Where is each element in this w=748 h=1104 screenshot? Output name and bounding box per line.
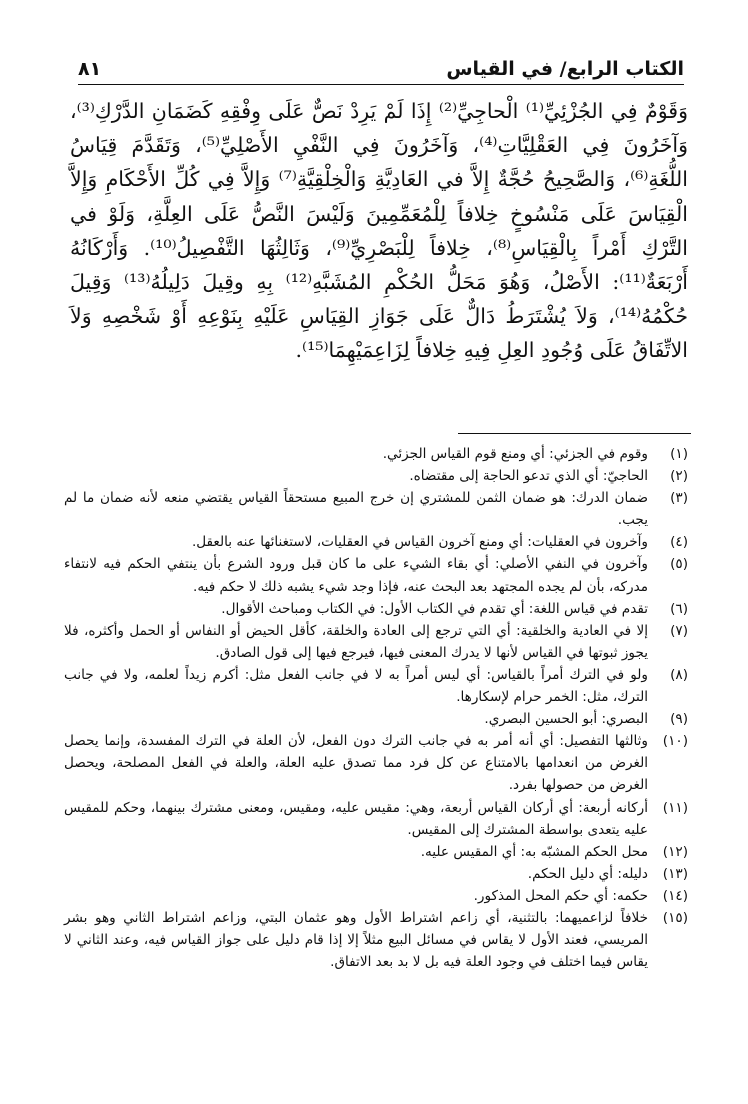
- footnote-item: [64, 553, 688, 597]
- footnote-number: (٩): [670, 711, 688, 728]
- footnote-number: (٤): [670, 534, 688, 551]
- footnote-item: [64, 841, 688, 863]
- running-title: الكتاب الرابع/ في القياس: [446, 58, 684, 80]
- main-paragraph: وَقَوْمٌ فِي الجُزْئِيِّ⁽¹⁾ الْحاجِيِّ⁽²⁾ إِذَا لَمْ يَرِدْ نَصٌّ عَلَى وِفْقِهِ كَضَمَانِ الدَّرْكِ⁽³⁾، وَآخَرُونَ فِي العَقْلِيَّاتِ⁽⁴⁾، وَآخَرُونَ فِي النَّفْيِ الأَصْلِيِّ⁽⁵⁾، وَتَقَدَّمَ قِيَاسُ اللُّغَةِ⁽⁶⁾، وَالصَّحِيحُ حُجَّةٌ إِلاَّ في العَادِيَّةِ وَالْخِلْقِيَّةِ⁽⁷⁾ وَإِلاَّ فِي كُلِّ الأَحْكَامِ وَإِلاَّ الْقِيَاسَ عَلَى مَنْسُوخٍ خِلافاً لِلْمُعَمِّمِينَ وَلَيْسَ النَّصُّ عَلَى العِلَّةِ، وَلَوْ في التَّرْكِ أَمْراً بِالْقِيَاسِ⁽⁸⁾، خِلافاً لِلْبَصْرِيِّ⁽⁹⁾، وَثَالِثُهَا التَّفْصِيلُ⁽¹⁰⁾. وَأَرْكَانُهُ أَرْبَعَةٌ⁽¹¹⁾: الأَصْلُ، وَهُوَ مَحَلُّ الحُكْمِ المُشَبَّهِ⁽¹²⁾ بِهِ وقِيلَ دَلِيلُهُ⁽¹³⁾ وَقِيلَ حُكْمُهُ⁽¹⁴⁾، وَلاَ يُشْتَرَطُ دَالٌّ عَلَى جَوَازِ القِيَاسِ عَلَيْهِ بِنَوْعِهِ أَوْ شَخْصِهِ وَلاَ الاتِّفَاقُ عَلَى وُجُودِ العِلِ فِيهِ خِلافاً لِزَاعِمَيْهِمَا⁽¹⁵⁾.: [70, 99, 688, 363]
- footnote-text: إلا في العادية والخلقية: أي التي ترجع إلى العادة والخلقة، كأقل الحيض أو النفاس أو الحمل وأكثره، فلا يجوز ثبوتها في القياس لأنها لا يدرك المعنى فيها، فيرجع فيها إلى قول الصادق.: [64, 622, 648, 661]
- footnote-number: (١٢): [662, 843, 688, 860]
- footnote-item: [64, 885, 688, 907]
- footnote-text: أركانه أربعة: أي أركان القياس أربعة، وهي: مقيس عليه، ومقيس، ومعنى مشترك بينهما، وحكم للمقيس عليه يتعدى بواسطة المشترك إلى المقيس.: [64, 799, 648, 838]
- footnote-item: [64, 708, 688, 730]
- footnote-item: [64, 465, 688, 487]
- footnote-number: (١٠): [662, 733, 688, 750]
- footnote-number: (١٤): [662, 887, 688, 904]
- footnote-number: (٧): [670, 622, 688, 639]
- footnote-separator: [458, 433, 691, 434]
- footnote-text: خلافاً لزاعميهما: بالتثنية، أي زاعم اشتراط الأول وهو عثمان البتي، وزاعم اشتراط الثاني وهو بشر المريسي، فعند الأول لا يقاس في مسائل البيع مثلاً إلا إذا قام دليل على جواز القياس فيه، وعند الثاني لا يقاس فيما اختلف في وجود العلة فيه بل لا بد بعد الاتفاق.: [64, 909, 648, 971]
- footnote-text: دليله: أي دليل الحكم.: [527, 865, 648, 882]
- footnote-item: [64, 863, 688, 885]
- footnote-text: وقوم في الجزئي: أي ومنع قوم القياس الجزئي.: [382, 446, 648, 462]
- footnote-text: حكمه: أي حكم المحل المذكور.: [473, 887, 648, 904]
- footnote-item: [64, 598, 688, 620]
- footnote-item: [64, 620, 688, 664]
- footnote-item: [64, 797, 688, 841]
- main-text-block: [70, 94, 688, 368]
- footnote-number: (٦): [670, 600, 688, 617]
- footnote-item: [64, 664, 688, 708]
- footnote-item: [64, 443, 688, 465]
- footnote-text: ولو في الترك أمراً بالقياس: أي ليس أمراً به لا في جانب الفعل مثل: أكرم زيداً لعلمه، ولا في جانب الترك، مثل: الخمر حرام لإسكارها.: [64, 666, 648, 706]
- footnote-item: [64, 907, 688, 973]
- footnote-item: [64, 531, 688, 553]
- page-number: ٨١: [78, 58, 102, 80]
- page-header: [78, 52, 684, 85]
- footnote-number: (١٥): [662, 909, 688, 926]
- footnote-text: تقدم في قياس اللغة: أي تقدم في الكتاب الأول: في الكتاب ومباحث الأقوال.: [221, 600, 648, 617]
- footnote-item: [64, 487, 688, 531]
- footnote-text: ضمان الدرك: هو ضمان الثمن للمشتري إن خرج المبيع مستحقاً القياس يقتضي منعه لأنه ضمان ما لم يجب.: [64, 490, 648, 529]
- footnote-text: محل الحكم المشبّه به: أي المقيس عليه.: [420, 843, 648, 860]
- footnote-text: وآخرون في النفي الأصلي: أي بقاء الشيء على ما كان قبل ورود الشرع بأن ينتفي الحكم فيه لانتفاء مدركه، بأن لم يجده المجتهد بعد البحث عنه، فإذا وجد شيء يشبه ذلك لا حكم فيه.: [64, 556, 648, 595]
- footnote-text: وآخرون في العقليات: أي ومنع آخرون القياس في العقليات، لاستغنائها عنه بالعقل.: [191, 534, 648, 551]
- footnote-number: (٥): [670, 556, 688, 573]
- footnote-number: (٣): [670, 490, 688, 507]
- footnote-text: البصري: أبو الحسين البصري.: [484, 711, 648, 728]
- footnote-number: (٨): [670, 666, 688, 683]
- footnotes-list: [64, 443, 688, 973]
- footnote-text: وثالثها التفصيل: أي أنه أمر به في جانب الترك دون الفعل، لأن العلة في الترك المفسدة، وإنما يحصل الغرض من انعدامها بالامتناع عن كل فرد مما تصدق عليه العلة، والعلة في الفعل المصلحة، ويحصل الغرض من حصولها بفرد.: [64, 733, 648, 794]
- footnote-number: (١١): [662, 799, 688, 816]
- footnote-number: (١): [670, 446, 688, 462]
- footnote-number: (٢): [670, 468, 688, 485]
- footnote-item: [64, 730, 688, 796]
- footnote-number: (١٣): [662, 865, 688, 882]
- footnote-text: الحاجيّ: أي الذي تدعو الحاجة إلى مقتضاه.: [409, 468, 648, 485]
